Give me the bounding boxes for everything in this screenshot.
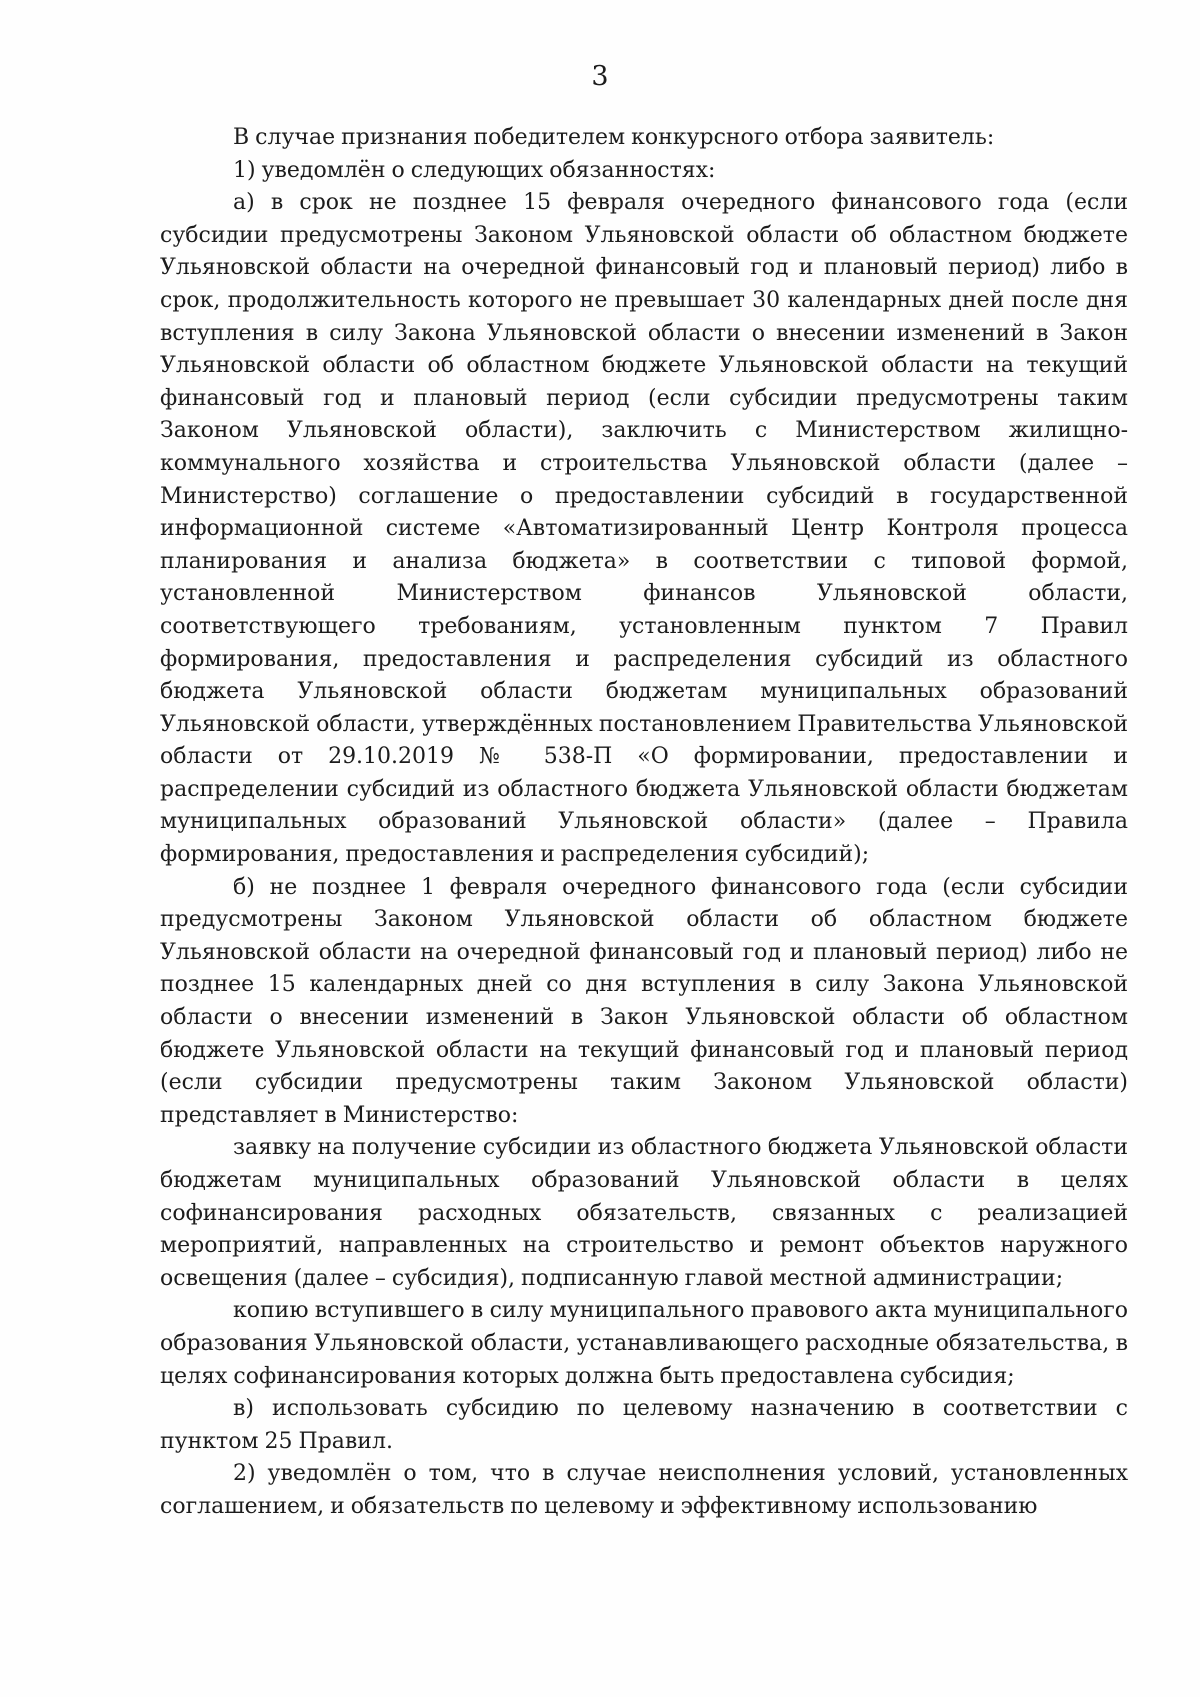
paragraph-intro: В случае признания победителем конкурсного отбора заявитель: [233,125,995,150]
paragraph-item-1a: а) в срок не позднее 15 февраля очередного финансового года (если субсидии предусмотрены Законом Ульяновской области об областном бюджете Ульяновской области на очередной финансовый год и плановый период) либо в срок, продолжительность которого не превышает 30 календарных дней после дня вступления в силу Закона Ульяновской области о внесении изменений в Закон Ульяновской области об областном бюджете Ульяновской области на текущий финансовый год и плановый период (если субсидии предусмотрены таким Законом Ульяновской области), заключить с Министерством жилищно-коммунального хозяйства и строительства Ульяновской области (далее – Министерство) соглашение о предоставлении субсидий в государственной информационной системе «Автоматизированный Центр Контроля процесса планирования и анализа бюджета» в соответствии с типовой формой, установленной Министерством финансов Ульяновской области, соответствующего требованиям, установленным пунктом 7 Правил формирования, предоставления и распределения субсидий из областного бюджета Ульяновской области бюджетам муниципальных образований Ульяновской области, утверждённых постановлением Правительства Ульяновской области от 29.10.2019 № 538-П «О формировании, предоставлении и распределении субсидий из областного бюджета Ульяновской области бюджетам муниципальных образований Ульяновской области» (далее – Правила формирования, предоставления и распределения субсидий); [160,190,1128,868]
paragraph-copy-act: копию вступившего в силу муниципального правового акта муниципального образования Ульяновской области, устанавливающего расходные обязательства, в целях софинансирования которых должна быть предоставлена субсидия; [160,1298,1128,1389]
paragraph-item-1v: в) использовать субсидию по целевому назначению в соответствии с пунктом 25 Правил. [160,1396,1128,1454]
document-body [160,122,1128,1524]
page-number: 3 [591,61,609,92]
paragraph-application: заявку на получение субсидии из областного бюджета Ульяновской области бюджетам муниципальных образований Ульяновской области в целях софинансирования расходных обязательств, связанных с реализацией мероприятий, направленных на строительство и ремонт объектов наружного освещения (далее – субсидия), подписанную главой местной администрации; [160,1135,1128,1291]
paragraph-item-2: 2) уведомлён о том, что в случае неисполнения условий, установленных соглашением, и обязательств по целевому и эффективному использованию [160,1461,1128,1519]
paragraph-item-1b: б) не позднее 1 февраля очередного финансового года (если субсидии предусмотрены Законом Ульяновской области об областном бюджете Ульяновской области на очередной финансовый год и плановый период) либо не позднее 15 календарных дней со дня вступления в силу Закона Ульяновской области о внесении изменений в Закон Ульяновской области об областном бюджете Ульяновской области на текущий финансовый год и плановый период (если субсидии предусмотрены таким Законом Ульяновской области) представляет в Министерство: [160,874,1128,1128]
paragraph-item-1: 1) уведомлён о следующих обязанностях: [233,157,716,183]
